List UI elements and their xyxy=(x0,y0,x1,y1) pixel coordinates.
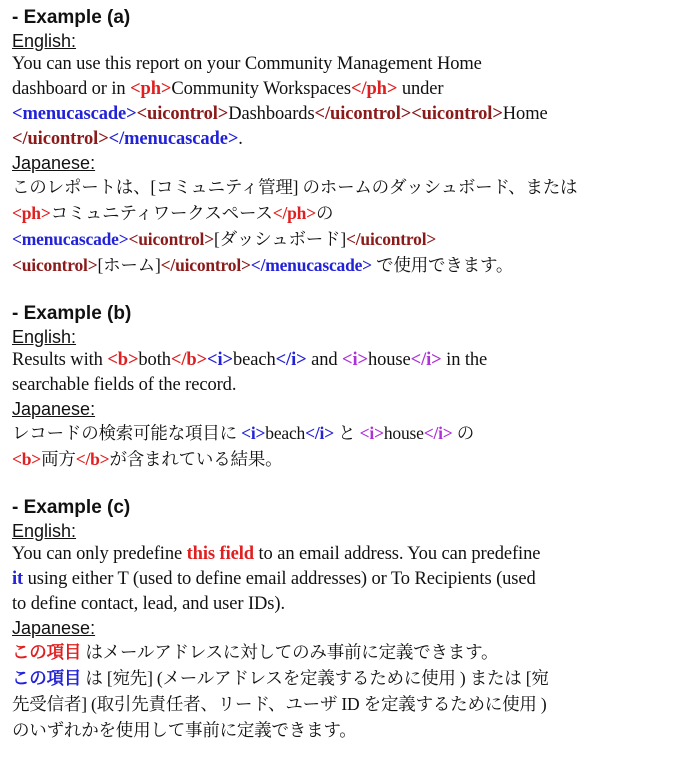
japanese-text-line: のいずれかを使用して事前に定義できます。 xyxy=(12,720,357,740)
english-label: English: xyxy=(12,327,77,347)
example-b xyxy=(12,302,672,472)
english-text-line: searchable fields of the record. xyxy=(12,375,237,395)
english-text-line: </uicontrol></menucascade>. xyxy=(12,129,243,149)
english-text-line: dashboard or in <ph>Community Workspaces</ph> under xyxy=(12,79,444,99)
japanese-text-line: <ph>コミュニティワークスペース</ph>の xyxy=(12,203,334,223)
english-text-line: Results with <b>both</b><i>beach</i> and <i>house</i> in the xyxy=(12,350,488,370)
example-b-heading: - Example (b) xyxy=(12,303,132,324)
japanese-text-line: 先受信者] (取引先責任者、リード、ユーザ ID を定義するために使用 ) xyxy=(12,694,547,714)
example-a xyxy=(12,6,672,278)
japanese-text-line: この項目 は [宛先] (メールアドレスを定義するために使用 ) または [宛 xyxy=(12,668,549,688)
japanese-text-line: <uicontrol>[ホーム]</uicontrol></menucascade> で使用できます。 xyxy=(12,255,514,275)
english-text-line: You can use this report on your Community Management Home xyxy=(12,54,482,74)
section-spacer xyxy=(12,278,672,302)
document xyxy=(12,6,672,743)
japanese-text-line: レコードの検索可能な項目に <i>beach</i> と <i>house</i> の xyxy=(12,423,475,443)
japanese-label: Japanese: xyxy=(12,399,96,419)
english-label: English: xyxy=(12,31,77,51)
example-c xyxy=(12,496,672,743)
japanese-text-line: この項目 はメールアドレスに対してのみ事前に定義できます。 xyxy=(12,642,499,662)
english-text-line: it using either T (used to define email addresses) or To Recipients (used xyxy=(12,569,536,589)
english-text-line: <menucascade><uicontrol>Dashboards</uicontrol><uicontrol>Home xyxy=(12,104,548,124)
english-text-line: to define contact, lead, and user IDs). xyxy=(12,594,285,614)
section-spacer xyxy=(12,472,672,496)
example-a-heading: - Example (a) xyxy=(12,7,131,28)
english-label: English: xyxy=(12,521,77,541)
japanese-label: Japanese: xyxy=(12,153,96,173)
japanese-label: Japanese: xyxy=(12,618,96,638)
english-text-line: You can only predefine this field to an email address. You can predefine xyxy=(12,544,541,564)
example-c-heading: - Example (c) xyxy=(12,497,131,518)
japanese-text-line: このレポートは、[コミュニティ管理] のホームのダッシュボード、または xyxy=(12,177,578,197)
japanese-text-line: <menucascade><uicontrol>[ダッシュボード]</uicontrol> xyxy=(12,229,437,249)
japanese-text-line: <b>両方</b>が含まれている結果。 xyxy=(12,449,283,469)
